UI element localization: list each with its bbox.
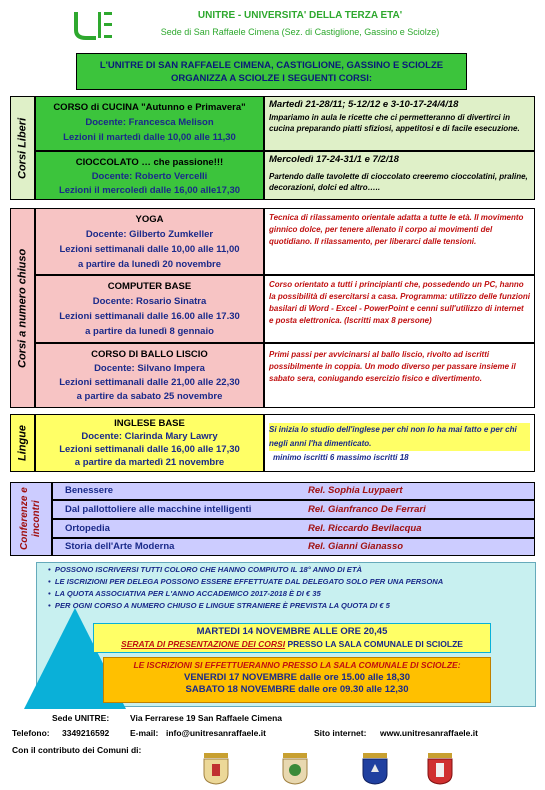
course-info-cioccolato [264, 151, 535, 200]
conference-speaker: Rel. Sophia Luypaert [308, 485, 403, 496]
presentation-event: SERATA DI PRESENTAZIONE DEI CORSI [121, 639, 286, 649]
course-info-computer [264, 275, 535, 343]
course-box-inglese [35, 414, 264, 472]
course-box-cioccolato [35, 151, 264, 200]
course-title: YOGA [135, 214, 164, 225]
section-label-liberi: Corsi Liberi [10, 96, 35, 200]
coat-of-arms-icon [277, 752, 313, 785]
bullet-icon: • [48, 589, 55, 598]
footer-sede-label: Sede UNITRE: [52, 713, 110, 723]
note-item: • POSSONO ISCRIVERSI TUTTI COLORO CHE HANNO COMPIUTO IL 18° ANNO DI ETÀ [48, 565, 362, 574]
crest-2 [277, 752, 313, 785]
conference-topic: Dal pallottoliere alle macchine intelligenti [65, 504, 252, 515]
course-teacher: Docente: Gilberto Zumkeller [85, 229, 214, 240]
registration-line3: SABATO 18 NOVEMBRE dalle ore 09.30 alle 12,30 [185, 684, 409, 695]
presentation-line2 [94, 639, 490, 649]
course-dates: Mercoledì 17-24-31/1 e 7/2/18 [269, 154, 399, 165]
course-desc: Primi passi per avvicinarsi al ballo liscio, rivolto ad iscritti possibilmente in coppia. Un modo diverso per passare insieme il sabato sera, coniugando esercizio fisico e divertimento. [269, 350, 516, 383]
footer-phone[interactable]: 3349216592 [62, 728, 110, 738]
course-start: a partire da sabato 25 novembre [76, 391, 223, 402]
course-info-ballo [264, 343, 535, 408]
course-title: INGLESE BASE [114, 418, 185, 429]
footer-phone-label: Telefono: [12, 728, 50, 738]
course-box-yoga [35, 208, 264, 275]
footer-address: Via Ferrarese 19 San Raffaele Cimena [130, 713, 282, 723]
crest-3 [360, 752, 390, 785]
footer-site-link[interactable]: www.unitresanraffaele.it [380, 728, 478, 738]
registration-box [103, 657, 491, 703]
course-start: a partire da martedì 21 novembre [74, 457, 225, 468]
footer-contrib: Con il contributo dei Comuni di: [12, 745, 142, 755]
course-info-cucina [264, 96, 535, 151]
course-desc: Partendo dalle tavolette di cioccolato creeremo cioccolatini, praline, decorazioni, dolci ed altro….. [269, 172, 528, 192]
coat-of-arms-icon [200, 752, 232, 785]
presentation-place: PRESSO LA SALA COMUNALE DI SCIOLZE [285, 639, 463, 649]
course-schedule: Lezioni settimanali dalle 21,00 alle 22,30 [59, 377, 240, 388]
header-title: UNITRE - UNIVERSITA' DELLA TERZA ETA' [197, 10, 403, 21]
footer-email-label: E-mail: [130, 728, 159, 738]
logo-icon [74, 10, 114, 40]
course-schedule: Lezioni il martedì dalle 10,00 alle 11,30 [63, 132, 236, 143]
course-teacher: Docente: Silvano Impera [94, 363, 205, 374]
conference-speaker: Rel. Riccardo Bevilacqua [308, 523, 422, 534]
section-label-lingue: Lingue [10, 414, 35, 472]
unitre-logo [74, 10, 114, 40]
note-item: • LA QUOTA ASSOCIATIVA PER L'ANNO ACCADEMICO 2017-2018 È DI € 35 [48, 589, 321, 598]
note-item: • PER OGNI CORSO A NUMERO CHIUSO E LINGUE STRANIERE È PREVISTA LA QUOTA DI € 5 [48, 601, 390, 610]
list-item [52, 519, 535, 538]
course-info-yoga [264, 208, 535, 275]
course-note: minimo iscritti 6 massimo iscritti 18 [273, 453, 409, 462]
course-desc: Si inizia lo studio dell'inglese per chi non lo ha mai fatto e per chi negli anni l'ha dimenticato. [269, 423, 530, 451]
course-title: CIOCCOLATO … che passione!!! [75, 157, 224, 168]
bullet-icon: • [48, 577, 55, 586]
course-desc: Corso orientato a tutti i principianti che, possedendo un PC, hanno la possibilità di esercitarsi a casa. Programma: utilizzo delle funzioni basilari di Word - Excel - PowerPoint e cenni sull'utilizzo di internet e posta elettronica. (Iscritti max 8 persone) [269, 280, 530, 325]
course-title: CORSO di CUCINA "Autunno e Primavera" [53, 102, 246, 113]
conference-topic: Benessere [65, 485, 114, 496]
course-schedule: Lezioni settimanali dalle 16,00 alle 17,30 [59, 444, 240, 455]
course-schedule: Lezioni settimanali dalle 16.00 alle 17.30 [59, 311, 240, 322]
course-info-inglese [264, 414, 535, 472]
crest-4 [424, 752, 456, 785]
course-box-cucina [35, 96, 264, 151]
course-start: a partire da lunedì 8 gennaio [85, 326, 214, 337]
header-subtitle: Sede di San Raffaele Cimena (Sez. di Castiglione, Gassino e Sciolze) [160, 27, 440, 37]
course-teacher: Docente: Rosario Sinatra [92, 296, 207, 307]
course-box-ballo [35, 343, 264, 408]
footer-site-label: Sito internet: [314, 728, 367, 738]
intro-line1: L'UNITRE DI SAN RAFFAELE CIMENA, CASTIGLIONE, GASSINO E SCIOLZE [99, 60, 444, 71]
conference-topic: Ortopedia [65, 523, 110, 534]
course-dates: Martedì 21-28/11; 5-12/12 e 3-10-17-24/4/18 [269, 99, 459, 110]
course-start: a partire da lunedì 20 novembre [77, 259, 222, 270]
presentation-box [93, 623, 491, 653]
list-item [52, 482, 535, 500]
coat-of-arms-icon [424, 752, 456, 785]
course-desc: Tecnica di rilassamento orientale adatta a tutte le età. Il movimento ginnico dolce, per tenere allenato il corpo ai movimenti del quotidiano. Il rilassamento, per liberarci dalle tensioni. [269, 213, 524, 246]
bullet-icon: • [48, 565, 55, 574]
list-item [52, 500, 535, 519]
crest-1 [200, 752, 232, 785]
course-teacher: Docente: Clarinda Mary Lawry [81, 431, 218, 442]
conference-speaker: Rel. Gianni Gianasso [308, 541, 404, 552]
conference-list [52, 482, 535, 556]
section-label-chiuso: Corsi a numero chiuso [10, 208, 35, 408]
course-teacher: Docente: Francesca Melison [85, 117, 214, 128]
footer-email-link[interactable]: info@unitresanraffaele.it [166, 728, 266, 738]
section-label-conferenze: Conferenze e incontri [10, 482, 52, 556]
note-item: • LE ISCRIZIONI PER DELEGA POSSONO ESSERE EFFETTUATE DAL DELEGATO SOLO PER UNA PERSONA [48, 577, 444, 586]
bullet-icon: • [48, 601, 55, 610]
course-schedule: Lezioni il mercoledì dalle 16,00 alle17,30 [58, 185, 241, 196]
course-box-computer [35, 275, 264, 343]
list-item [52, 538, 535, 556]
intro-line2: ORGANIZZA A SCIOLZE I SEGUENTI CORSI: [170, 73, 373, 84]
course-desc: Impariamo in aula le ricette che ci permetteranno di divertirci in cucina preparando piatti sfiziosi, appetitosi e di facile esecuzione. [269, 113, 520, 133]
course-title: COMPUTER BASE [107, 281, 192, 292]
course-schedule: Lezioni settimanali dalle 10,00 alle 11,00 [59, 244, 240, 255]
intro-box [76, 53, 467, 90]
course-teacher: Docente: Roberto Vercelli [91, 171, 208, 182]
conference-speaker: Rel. Gianfranco De Ferrari [308, 504, 426, 515]
coat-of-arms-icon [360, 752, 390, 785]
conference-topic: Storia dell'Arte Moderna [65, 541, 175, 552]
course-title: CORSO DI BALLO LISCIO [91, 349, 208, 360]
registration-line2: VENERDI 17 NOVEMBRE dalle ore 15.00 alle 18,30 [184, 672, 410, 683]
registration-line1: LE ISCRIZIONI SI EFFETTUERANNO PRESSO LA SALA COMUNALE DI SCIOLZE: [133, 660, 461, 670]
presentation-line1: MARTEDI 14 NOVEMBRE ALLE ORE 20,45 [196, 626, 388, 637]
